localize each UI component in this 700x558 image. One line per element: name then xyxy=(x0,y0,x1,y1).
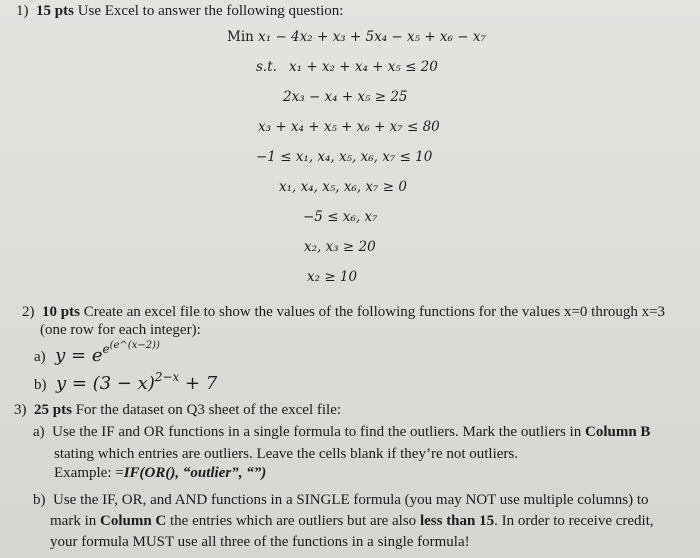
constraint-8: x₂ ≥ 10 xyxy=(307,269,358,285)
q3-b-text2c: . In order to receive credit, xyxy=(494,513,654,529)
q3-points: 25 pts xyxy=(34,402,72,418)
q2-part-b xyxy=(34,370,218,394)
q2-number: 2) xyxy=(22,304,35,320)
q3-a-line1 xyxy=(33,423,650,441)
q1-points: 15 pts xyxy=(36,3,74,19)
q3-b-text2a: mark in xyxy=(50,513,97,529)
q3-a-text1: Use the IF and OR functions in a single formula to find the outliers. Mark the outliers in xyxy=(52,424,582,440)
q3-a-example-formula: IF(OR(), “outlier”, “”) xyxy=(123,465,267,481)
q3-text: For the dataset on Q3 sheet of the excel file: xyxy=(75,402,342,418)
constraint-5: x₁, x₄, x₅, x₆, x₇ ≥ 0 xyxy=(279,179,407,195)
q2-a-label: a) xyxy=(34,349,46,365)
objective-function xyxy=(227,28,486,46)
constraint-6: −5 ≤ x₆, x₇ xyxy=(303,209,378,225)
q3-b-line2 xyxy=(50,512,654,530)
q3-b-line1 xyxy=(33,491,649,509)
q2-b-label: b) xyxy=(34,377,47,393)
q2-part-a xyxy=(34,340,160,366)
q3-a-label: a) xyxy=(33,424,45,440)
q1-heading xyxy=(16,2,343,20)
q2-text-line1: Create an excel file to show the values of the following functions for the values x=0 through x=3 xyxy=(83,304,666,320)
q3-b-line3: your formula MUST use all three of the functions in a single formula! xyxy=(50,534,470,550)
q3-b-text1: Use the IF, OR, and AND functions in a SINGLE formula (you may NOT use multiple columns) to xyxy=(53,492,649,508)
q1-number: 1) xyxy=(16,3,29,19)
constraint-1: x₁ + x₂ + x₄ + x₅ ≤ 20 xyxy=(289,59,438,75)
q3-a-example-label: Example: = xyxy=(54,465,124,481)
q3-a-example xyxy=(54,464,266,482)
constraint-3: x₃ + x₄ + x₅ + x₆ + x₇ ≤ 80 xyxy=(258,119,440,135)
q2-points: 10 pts xyxy=(42,304,80,320)
q3-b-label: b) xyxy=(33,492,46,508)
objective-label: Min xyxy=(227,29,254,45)
q3-a-line2: stating which entries are outliers. Leave the cells blank if they’re not outliers. xyxy=(54,446,519,462)
q3-number: 3) xyxy=(14,402,27,418)
q2-b-formula: $y = (3 - x)^{2-x} + 7$ xyxy=(50,370,218,394)
q3-b-less-than: less than 15 xyxy=(419,513,495,529)
q1-prompt: Use Excel to answer the following question: xyxy=(77,3,344,19)
constraint-2: 2x₃ − x₄ + x₅ ≥ 25 xyxy=(283,89,408,105)
st-label: s.t. xyxy=(256,59,277,75)
objective-expression: x₁ − 4x₂ + x₃ + 5x₄ − x₅ + x₆ − x₇ xyxy=(258,29,486,45)
q3-a-column-b: Column B xyxy=(584,424,651,440)
q2-text-line2: (one row for each integer): xyxy=(40,322,201,338)
q3-heading xyxy=(14,401,341,419)
q3-b-text2b: the entries which are outliers but are also xyxy=(170,513,417,529)
q2-a-formula: $y = e^{e^{(e\^{}(x-2))}}$ xyxy=(49,340,160,366)
constraint-4: −1 ≤ x₁, x₄, x₅, x₆, x₇ ≤ 10 xyxy=(256,149,433,165)
q3-b-column-c: Column C xyxy=(100,513,167,529)
constraint-7: x₂, x₃ ≥ 20 xyxy=(304,239,376,255)
q2-line1 xyxy=(22,303,665,321)
